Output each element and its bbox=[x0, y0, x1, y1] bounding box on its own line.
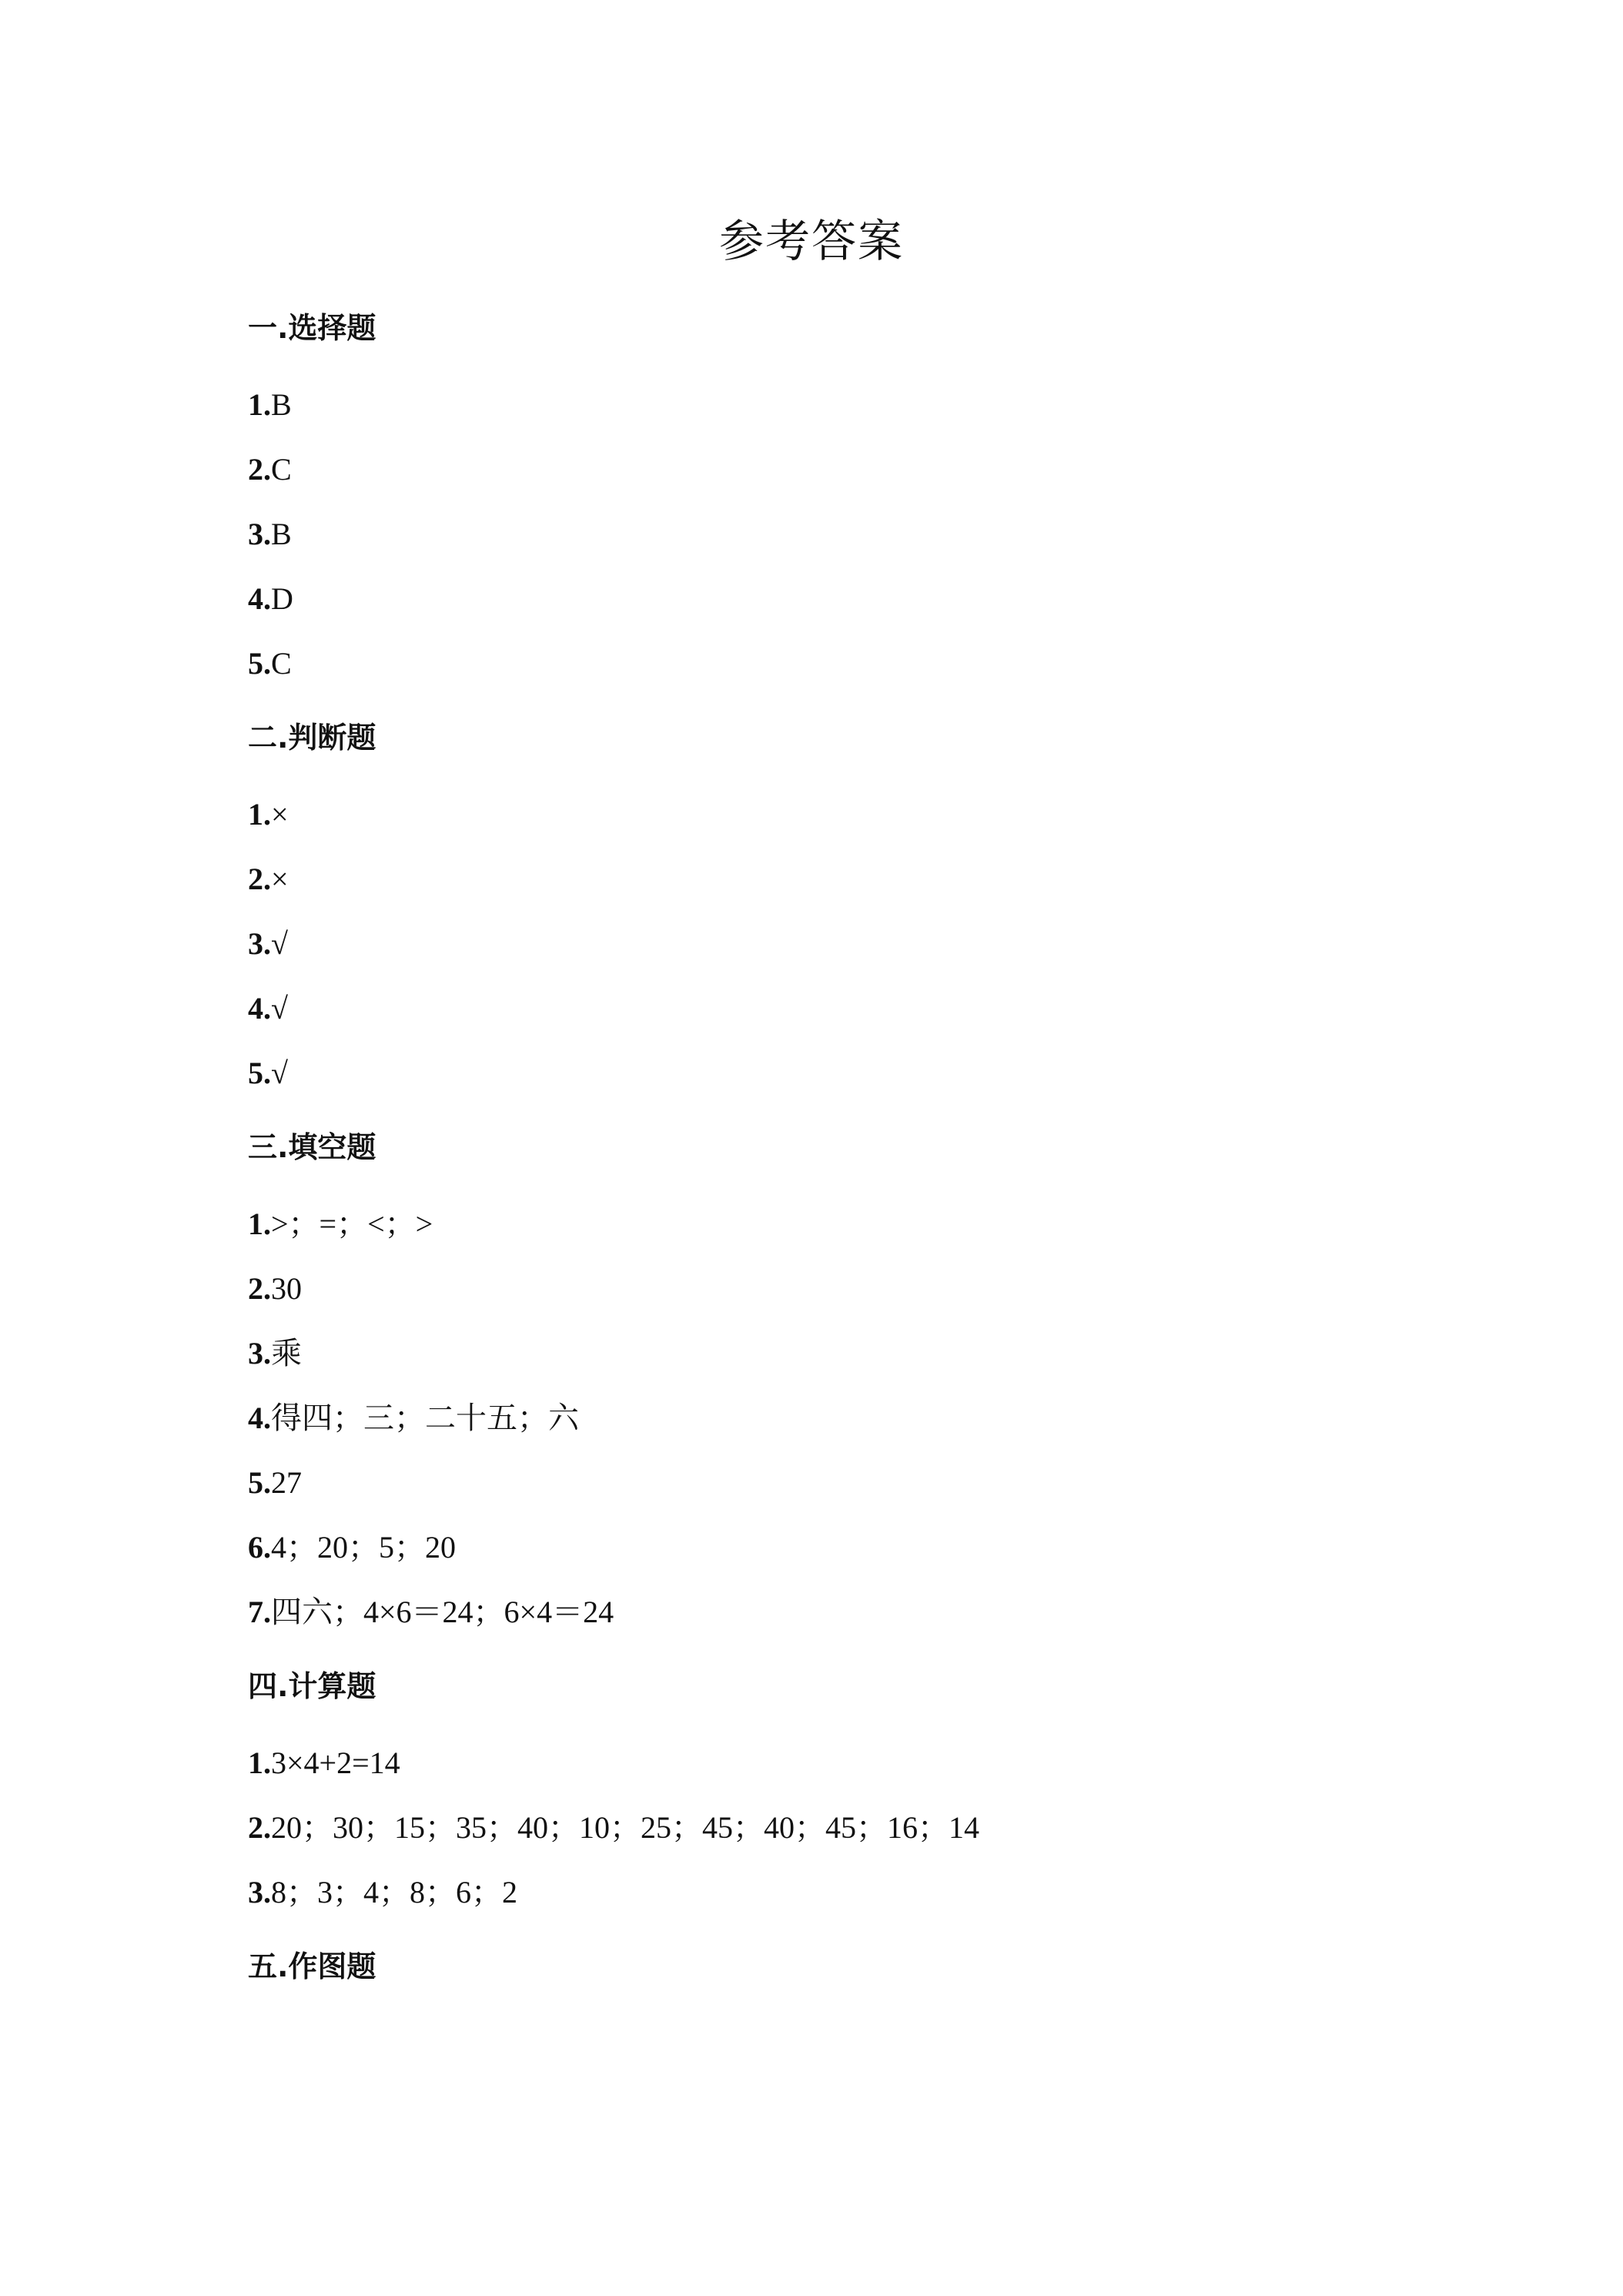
question-number: 3. bbox=[248, 926, 271, 961]
answer-list bbox=[248, 1742, 1480, 1914]
section-heading: 四.计算题 bbox=[248, 1669, 376, 1703]
question-number: 7. bbox=[248, 1595, 271, 1629]
question-number: 2. bbox=[248, 862, 271, 896]
question-number: 3. bbox=[248, 1875, 271, 1909]
answer-item bbox=[248, 1591, 1480, 1634]
answer-item bbox=[248, 1397, 1480, 1461]
answer-list bbox=[248, 383, 1480, 685]
question-number: 3. bbox=[248, 1336, 271, 1371]
answer-text: >；=；<；> bbox=[271, 1207, 433, 1241]
question-number: 2. bbox=[248, 1810, 271, 1845]
answer-text: B bbox=[271, 517, 292, 551]
answer-item bbox=[248, 793, 1480, 858]
question-number: 5. bbox=[248, 1465, 271, 1500]
question-number: 4. bbox=[248, 991, 271, 1026]
section-heading: 一.选择题 bbox=[248, 311, 376, 345]
answer-text: 27 bbox=[271, 1465, 302, 1500]
answer-item bbox=[248, 1332, 1480, 1397]
page-title: 参考答案 bbox=[718, 215, 904, 267]
answer-text: 30 bbox=[271, 1271, 302, 1306]
question-number: 6. bbox=[248, 1530, 271, 1565]
answer-item bbox=[248, 1052, 1480, 1095]
question-number: 1. bbox=[248, 1745, 271, 1780]
answer-item bbox=[248, 1461, 1480, 1526]
answer-text: √ bbox=[271, 1056, 288, 1090]
section-fill-blank bbox=[248, 1126, 1480, 1634]
question-number: 3. bbox=[248, 517, 271, 551]
answer-item bbox=[248, 1871, 1480, 1914]
answer-item bbox=[248, 642, 1480, 685]
question-number: 1. bbox=[248, 387, 271, 422]
answer-item bbox=[248, 987, 1480, 1052]
section-drawing bbox=[248, 1945, 1480, 1988]
answer-item bbox=[248, 448, 1480, 513]
answer-item bbox=[248, 1742, 1480, 1806]
section-heading: 二.判断题 bbox=[248, 721, 376, 755]
answer-text: 20；30；15；35；40；10；25；45；40；45；16；14 bbox=[271, 1810, 979, 1845]
answer-item bbox=[248, 1806, 1480, 1871]
answer-content bbox=[248, 306, 1480, 2022]
answer-item bbox=[248, 513, 1480, 577]
section-choice bbox=[248, 306, 1480, 685]
answer-item bbox=[248, 1526, 1480, 1591]
answer-text: 四六；4×6＝24；6×4＝24 bbox=[271, 1595, 614, 1629]
section-heading: 三.填空题 bbox=[248, 1130, 376, 1164]
answer-text: C bbox=[271, 646, 292, 681]
answer-text: 3×4+2=14 bbox=[271, 1745, 400, 1780]
question-number: 1. bbox=[248, 1207, 271, 1241]
answer-list bbox=[248, 793, 1480, 1095]
answer-text: C bbox=[271, 452, 292, 487]
section-heading: 五.作图题 bbox=[248, 1950, 376, 1983]
section-calculation bbox=[248, 1665, 1480, 1914]
answer-text: × bbox=[271, 862, 289, 896]
answer-text: 4；20；5；20 bbox=[271, 1530, 456, 1565]
question-number: 1. bbox=[248, 797, 271, 832]
question-number: 5. bbox=[248, 1056, 271, 1090]
answer-item bbox=[248, 1203, 1480, 1267]
answer-text: B bbox=[271, 387, 292, 422]
answer-item bbox=[248, 1267, 1480, 1332]
question-number: 5. bbox=[248, 646, 271, 681]
answer-list bbox=[248, 1203, 1480, 1634]
answer-text: √ bbox=[271, 926, 288, 961]
question-number: 4. bbox=[248, 1401, 271, 1435]
answer-text: 乘 bbox=[271, 1336, 302, 1371]
answer-text: 8；3；4；8；6；2 bbox=[271, 1875, 517, 1909]
section-judgement bbox=[248, 716, 1480, 1095]
question-number: 4. bbox=[248, 581, 271, 616]
question-number: 2. bbox=[248, 452, 271, 487]
question-number: 2. bbox=[248, 1271, 271, 1306]
answer-item bbox=[248, 922, 1480, 987]
answer-text: √ bbox=[271, 991, 288, 1026]
answer-text: × bbox=[271, 797, 289, 832]
answer-item bbox=[248, 383, 1480, 448]
answer-item bbox=[248, 858, 1480, 922]
answer-item bbox=[248, 577, 1480, 642]
answer-text: 得四；三；二十五；六 bbox=[271, 1401, 579, 1435]
answer-text: D bbox=[271, 581, 293, 616]
